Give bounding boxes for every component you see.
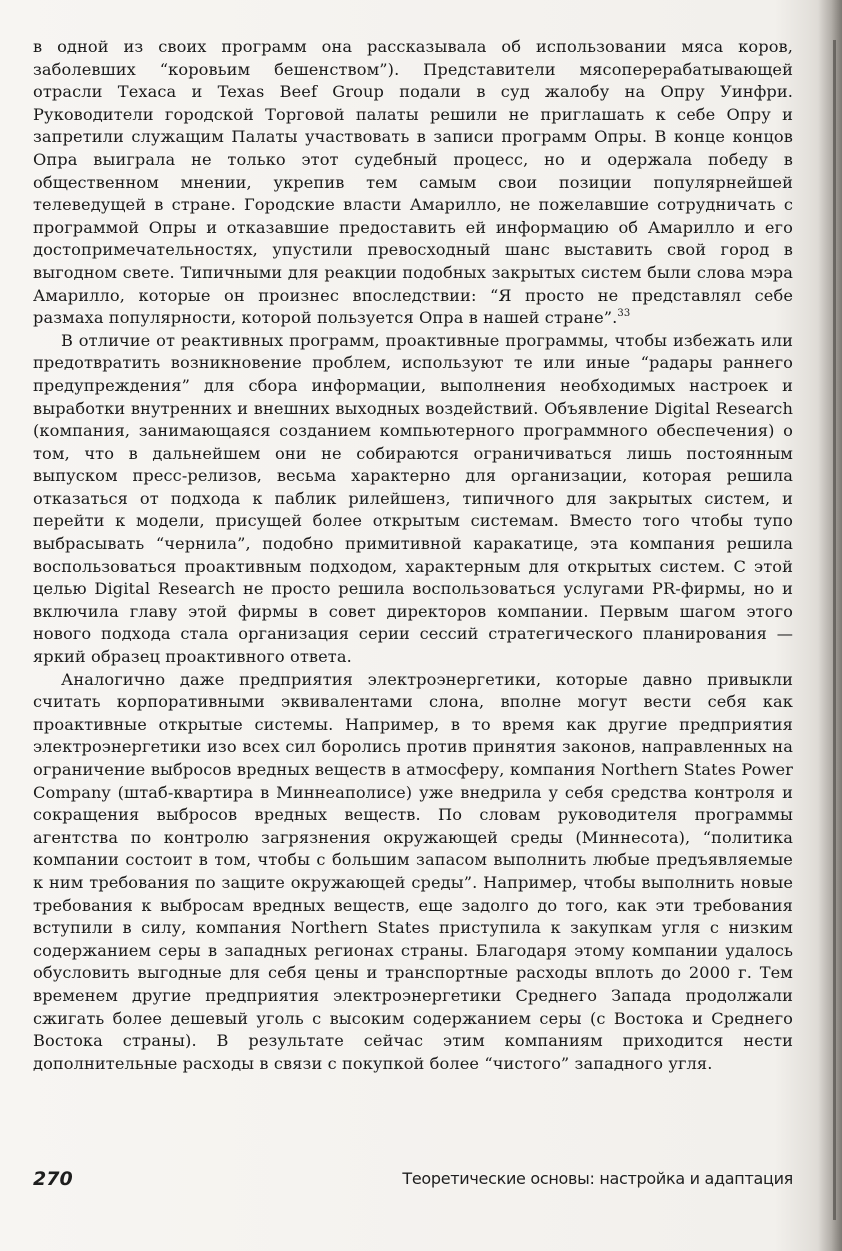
body-text [33,36,793,1075]
page-footer [33,1168,793,1198]
footnote-ref: 33 [617,308,631,320]
page-binding-shadow [818,0,842,1251]
paragraph-3: Аналогично даже предприятия электроэнергетики, которые давно привыкли считать корпоративными эквивалентами слона, вполне могут вести себя как проактивные открытые системы. Например, в то время как другие предприятия электроэнергетики изо всех сил боролись против принятия законов, направленных на ограничение выбросов вредных веществ в атмосферу, компания Northern States Power Company (штаб-квартира в Миннеаполисе) уже внедрила у себя средства контроля и сокращения выбросов вредных веществ. По словам руководителя программы агентства по контролю загрязнения окружающей среды (Миннесота), “политика компании состоит в том, чтобы с большим запасом выполнить любые предъявляемые к ним требования по защите окружающей среды”. Например, чтобы выполнить новые требования к выбросам вредных веществ, еще задолго до того, как эти требования вступили в силу, компания Northern States приступила к закупкам угля с низким содержанием серы в западных регионах страны. Благодаря этому компании удалось обусловить выгодные для себя цены и транспортные расходы вплоть до 2000 г. Тем временем другие предприятия электроэнергетики Среднего Запада продолжали сжигать более дешевый уголь с высоким содержанием серы (с Востока и Среднего Востока страны). В результате сейчас этим компаниям приходится нести дополнительные расходы в связи с покупкой более “чистого” западного угля. [33,669,793,1073]
running-head: Теоретические основы: настройка и адаптация [402,1169,793,1188]
page-number: 270 [33,1168,73,1190]
binding-stripe [833,40,836,1220]
paragraph-2: В отличие от реактивных программ, проактивные программы, чтобы избежать или предотвратить возникновение проблем, используют те или иные “радары раннего предупреждения” для сбора информации, выполнения необходимых настроек и выработки внутренних и внешних выходных воздействий. Объявление Digital Research (компания, занимающаяся созданием компьютерного программного обеспечения) о том, что в дальнейшем они не собираются ограничиваться лишь постоянным выпуском пресс-релизов, весьма характерно для организации, которая решила отказаться от подхода к паблик рилейшенз, типичного для закрытых систем, и перейти к модели, присущей более открытым системам. Вместо того чтобы тупо выбрасывать “чернила”, подобно примитивной каракатице, эта компания решила воспользоваться проактивным подходом, характерным для открытых систем. С этой целью Digital Research не просто решила воспользоваться услугами PR-фирмы, но и включила главу этой фирмы в совет директоров компании. Первым шагом этого нового подхода стала организация серии сессий стратегического планирования — яркий образец проактивного ответа. [33,330,793,667]
paragraph-1 [33,36,793,330]
paragraph-1-text: в одной из своих программ она рассказывала об использовании мяса коров, заболевших “коровьим бешенством”). Представители мясоперерабатывающей отрасли Техаса и Texas Beef Group подали в суд жалобу на Опру Уинфри. Руководители городской Торговой палаты решили не приглашать к себе Опру и запретили служащим Палаты участвовать в записи программ Опры. В конце концов Опра выиграла не только этот судебный процесс, но и одержала победу в общественном мнении, укрепив тем самым свои позиции популярнейшей телеведущей в стране. Городские власти Амарилло, не пожелавшие сотрудничать с программой Опры и отказавшие предоставить ей информацию об Амарилло и его достопримечательностях, упустили превосходный шанс выставить свой город в выгодном свете. Типичными для реакции подобных закрытых систем были слова мэра Амарилло, которые он произнес впоследствии: “Я просто не представлял себе размаха популярности, которой пользуется Опра в нашей стране”. [33,37,793,328]
